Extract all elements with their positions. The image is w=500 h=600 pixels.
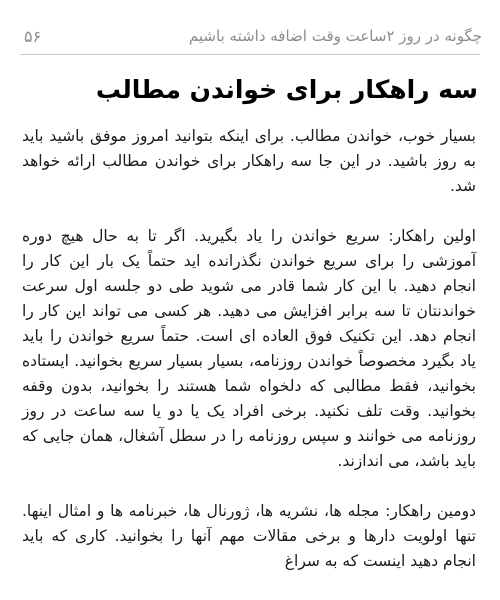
header-divider	[20, 54, 480, 55]
chapter-title: سه راهکار برای خواندن مطالب	[95, 75, 478, 104]
body-text	[22, 124, 476, 599]
paragraph-intro: بسیار خوب، خواندن مطالب. برای اینکه بتوانید امروز موفق باشید باید به روز باشید. در این جا سه راهکار برای خواندن مطالب ارائه خواهد شد.	[22, 127, 476, 195]
page-number: ۵۶	[24, 26, 42, 46]
paragraph-second-strategy: دومین راهکار: مجله ها، نشریه ها، ژورنال ها، خبرنامه ها و امثال اینها. تنها اولویت دارها و برخی مقالات مهم آنها را بخوانید. کاری که باید انجام دهید اینست که به سراغ	[22, 502, 476, 570]
book-title: چگونه در روز ۲ساعت وقت اضافه داشته باشیم	[188, 27, 482, 45]
paragraph-first-strategy: اولین راهکار: سریع خواندن را یاد بگیرید. اگر تا به حال هیچ دوره آموزشی را برای سریع خواندن نگذرانده اید حتماً یک بار این کار را انجام دهید. با این کار شما قادر می شوید طی دو جلسه اول سرعت خواندنتان تا سه برابر افزایش می دهید. هر کسی می تواند این کار را انجام دهد. این تکنیک فوق العاده ای است. حتماً سریع خواندن را باید یاد بگیرد مخصوصاً خواندن روزنامه، بسیار بسیار سریع بخوانید. ایستاده بخوانید، فقط مطالبی که دلخواه شما هستند را بخوانید، بدون وقفه بخوانید. وقت تلف نکنید. برخی افراد یک یا دو یا سه ساعت در روز روزنامه می خوانند و سپس روزنامه را در سطل آشغال، همان جایی که باید باشد، می اندازند.	[22, 227, 476, 470]
running-header	[24, 24, 482, 48]
